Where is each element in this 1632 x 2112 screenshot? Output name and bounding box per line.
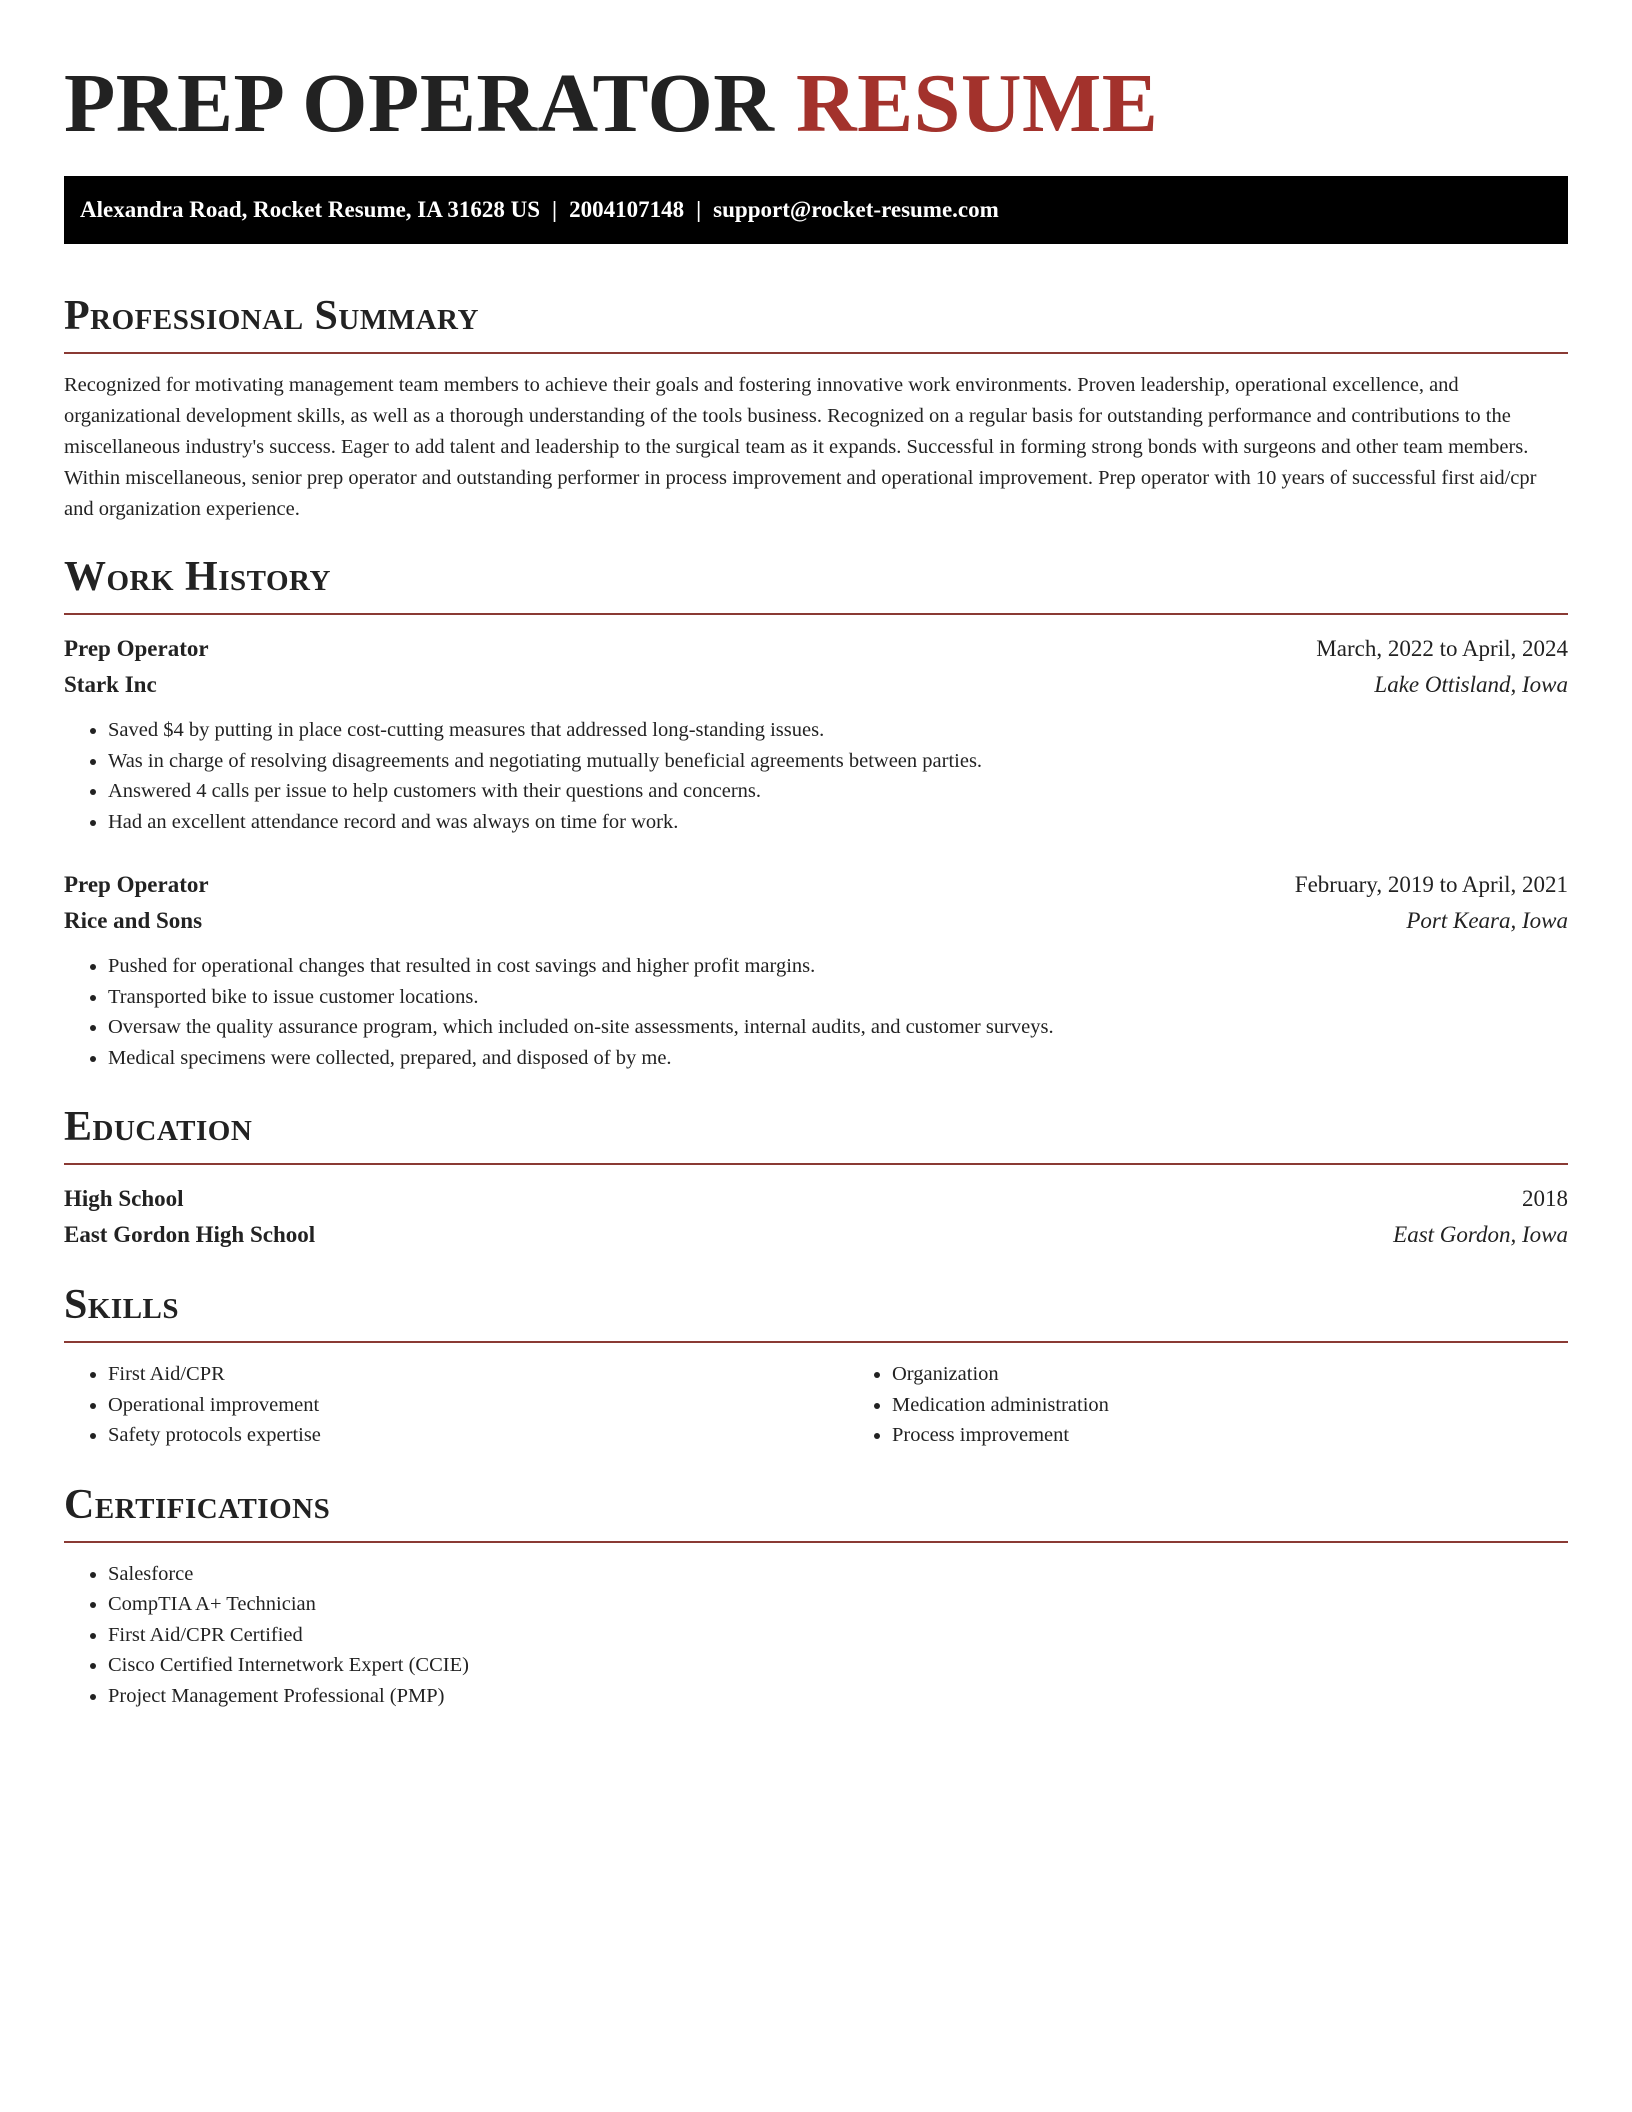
job-dates: March, 2022 to April, 2024 [1316, 636, 1568, 661]
education-school: East Gordon High School [64, 1222, 316, 1247]
resume-title [64, 0, 1568, 154]
education-location: East Gordon, Iowa [1393, 1222, 1568, 1247]
job-bullets [64, 715, 1568, 837]
contact-address: Alexandra Road, Rocket Resume, IA 31628 US [80, 197, 540, 222]
job-entry [64, 631, 1568, 837]
skill-item: • Process improvement [892, 1420, 1568, 1451]
section-heading: Education [64, 1104, 253, 1150]
section-heading: Skills [64, 1282, 180, 1328]
summary-text: Recognized for motivating management team members to achieve their goals and fostering innovative work environments. Proven leadership, operational excellence, and organizational development skills, as well as a thorough understanding of the tools business. Recognized on a regular basis for outstanding performance and contributions to the miscellaneous industry's success. Eager to add talent and leadership to the surgical team as it expands. Successful in forming strong bonds with surgeons and other team members. Within miscellaneous, senior prep operator and outstanding performer in process improvement and operational improvement. Prep operator with 10 years of successful first aid/cpr and organization experience. [64, 374, 1537, 520]
job-entry [64, 867, 1568, 1073]
contact-separator: | [696, 197, 702, 222]
job-bullet: • Was in charge of resolving disagreements and negotiating mutually beneficial agreements between parties. [108, 746, 1568, 777]
job-title: Prep Operator [64, 636, 209, 661]
skill-item: • First Aid/CPR [108, 1359, 848, 1390]
certifications-list [64, 1559, 1568, 1712]
job-company: Stark Inc [64, 672, 157, 697]
skills-columns [64, 1343, 1568, 1451]
certification-item: • Project Management Professional (PMP) [108, 1681, 1568, 1712]
job-bullet: • Medical specimens were collected, prepared, and disposed of by me. [108, 1043, 1568, 1074]
job-title: Prep Operator [64, 872, 209, 897]
skill-item: • Organization [892, 1359, 1568, 1390]
section-heading: Certifications [64, 1481, 331, 1528]
job-bullet: • Oversaw the quality assurance program, which included on-site assessments, internal audits, and customer surveys. [108, 1012, 1568, 1043]
title-accent: RESUME [795, 57, 1159, 150]
skill-item: • Safety protocols expertise [108, 1420, 848, 1451]
job-bullet: • Transported bike to issue customer locations. [108, 982, 1568, 1013]
contact-email: support@rocket-resume.com [713, 197, 999, 222]
job-location: Lake Ottisland, Iowa [1374, 672, 1568, 697]
education-degree: High School [64, 1186, 184, 1211]
section-divider [64, 352, 1568, 354]
job-bullet: • Pushed for operational changes that resulted in cost savings and higher profit margins. [108, 951, 1568, 982]
job-bullet: • Had an excellent attendance record and was always on time for work. [108, 807, 1568, 838]
job-bullet: • Answered 4 calls per issue to help customers with their questions and concerns. [108, 776, 1568, 807]
summary-section [64, 288, 1568, 525]
contact-bar [64, 176, 1568, 244]
section-divider [64, 613, 1568, 615]
section-heading: Professional Summary [64, 293, 479, 339]
skills-section [64, 1277, 1568, 1451]
section-heading: Work History [64, 554, 331, 600]
job-dates: February, 2019 to April, 2021 [1294, 872, 1568, 897]
job-bullet: • Saved $4 by putting in place cost-cutting measures that addressed long-standing issues. [108, 715, 1568, 746]
section-divider [64, 1541, 1568, 1543]
certification-item: • CompTIA A+ Technician [108, 1589, 1568, 1620]
title-main: PREP OPERATOR [64, 57, 775, 150]
resume-page [64, 0, 1568, 1711]
certification-item: • Cisco Certified Internetwork Expert (CCIE) [108, 1650, 1568, 1681]
education-section [64, 1099, 1568, 1253]
skill-item: • Operational improvement [108, 1390, 848, 1421]
contact-phone: 2004107148 [569, 197, 685, 222]
section-divider [64, 1163, 1568, 1165]
certification-item: • Salesforce [108, 1559, 1568, 1590]
education-year: 2018 [1522, 1186, 1568, 1211]
skill-item: • Medication administration [892, 1390, 1568, 1421]
contact-separator: | [552, 197, 558, 222]
skills-list-left [64, 1359, 848, 1451]
work-history-section [64, 549, 1568, 1073]
education-entry [64, 1181, 1568, 1253]
skills-list-right [848, 1359, 1568, 1451]
certifications-section [64, 1477, 1568, 1712]
job-location: Port Keara, Iowa [1406, 908, 1568, 933]
certification-item: • First Aid/CPR Certified [108, 1620, 1568, 1651]
job-bullets [64, 951, 1568, 1073]
job-company: Rice and Sons [64, 908, 203, 933]
